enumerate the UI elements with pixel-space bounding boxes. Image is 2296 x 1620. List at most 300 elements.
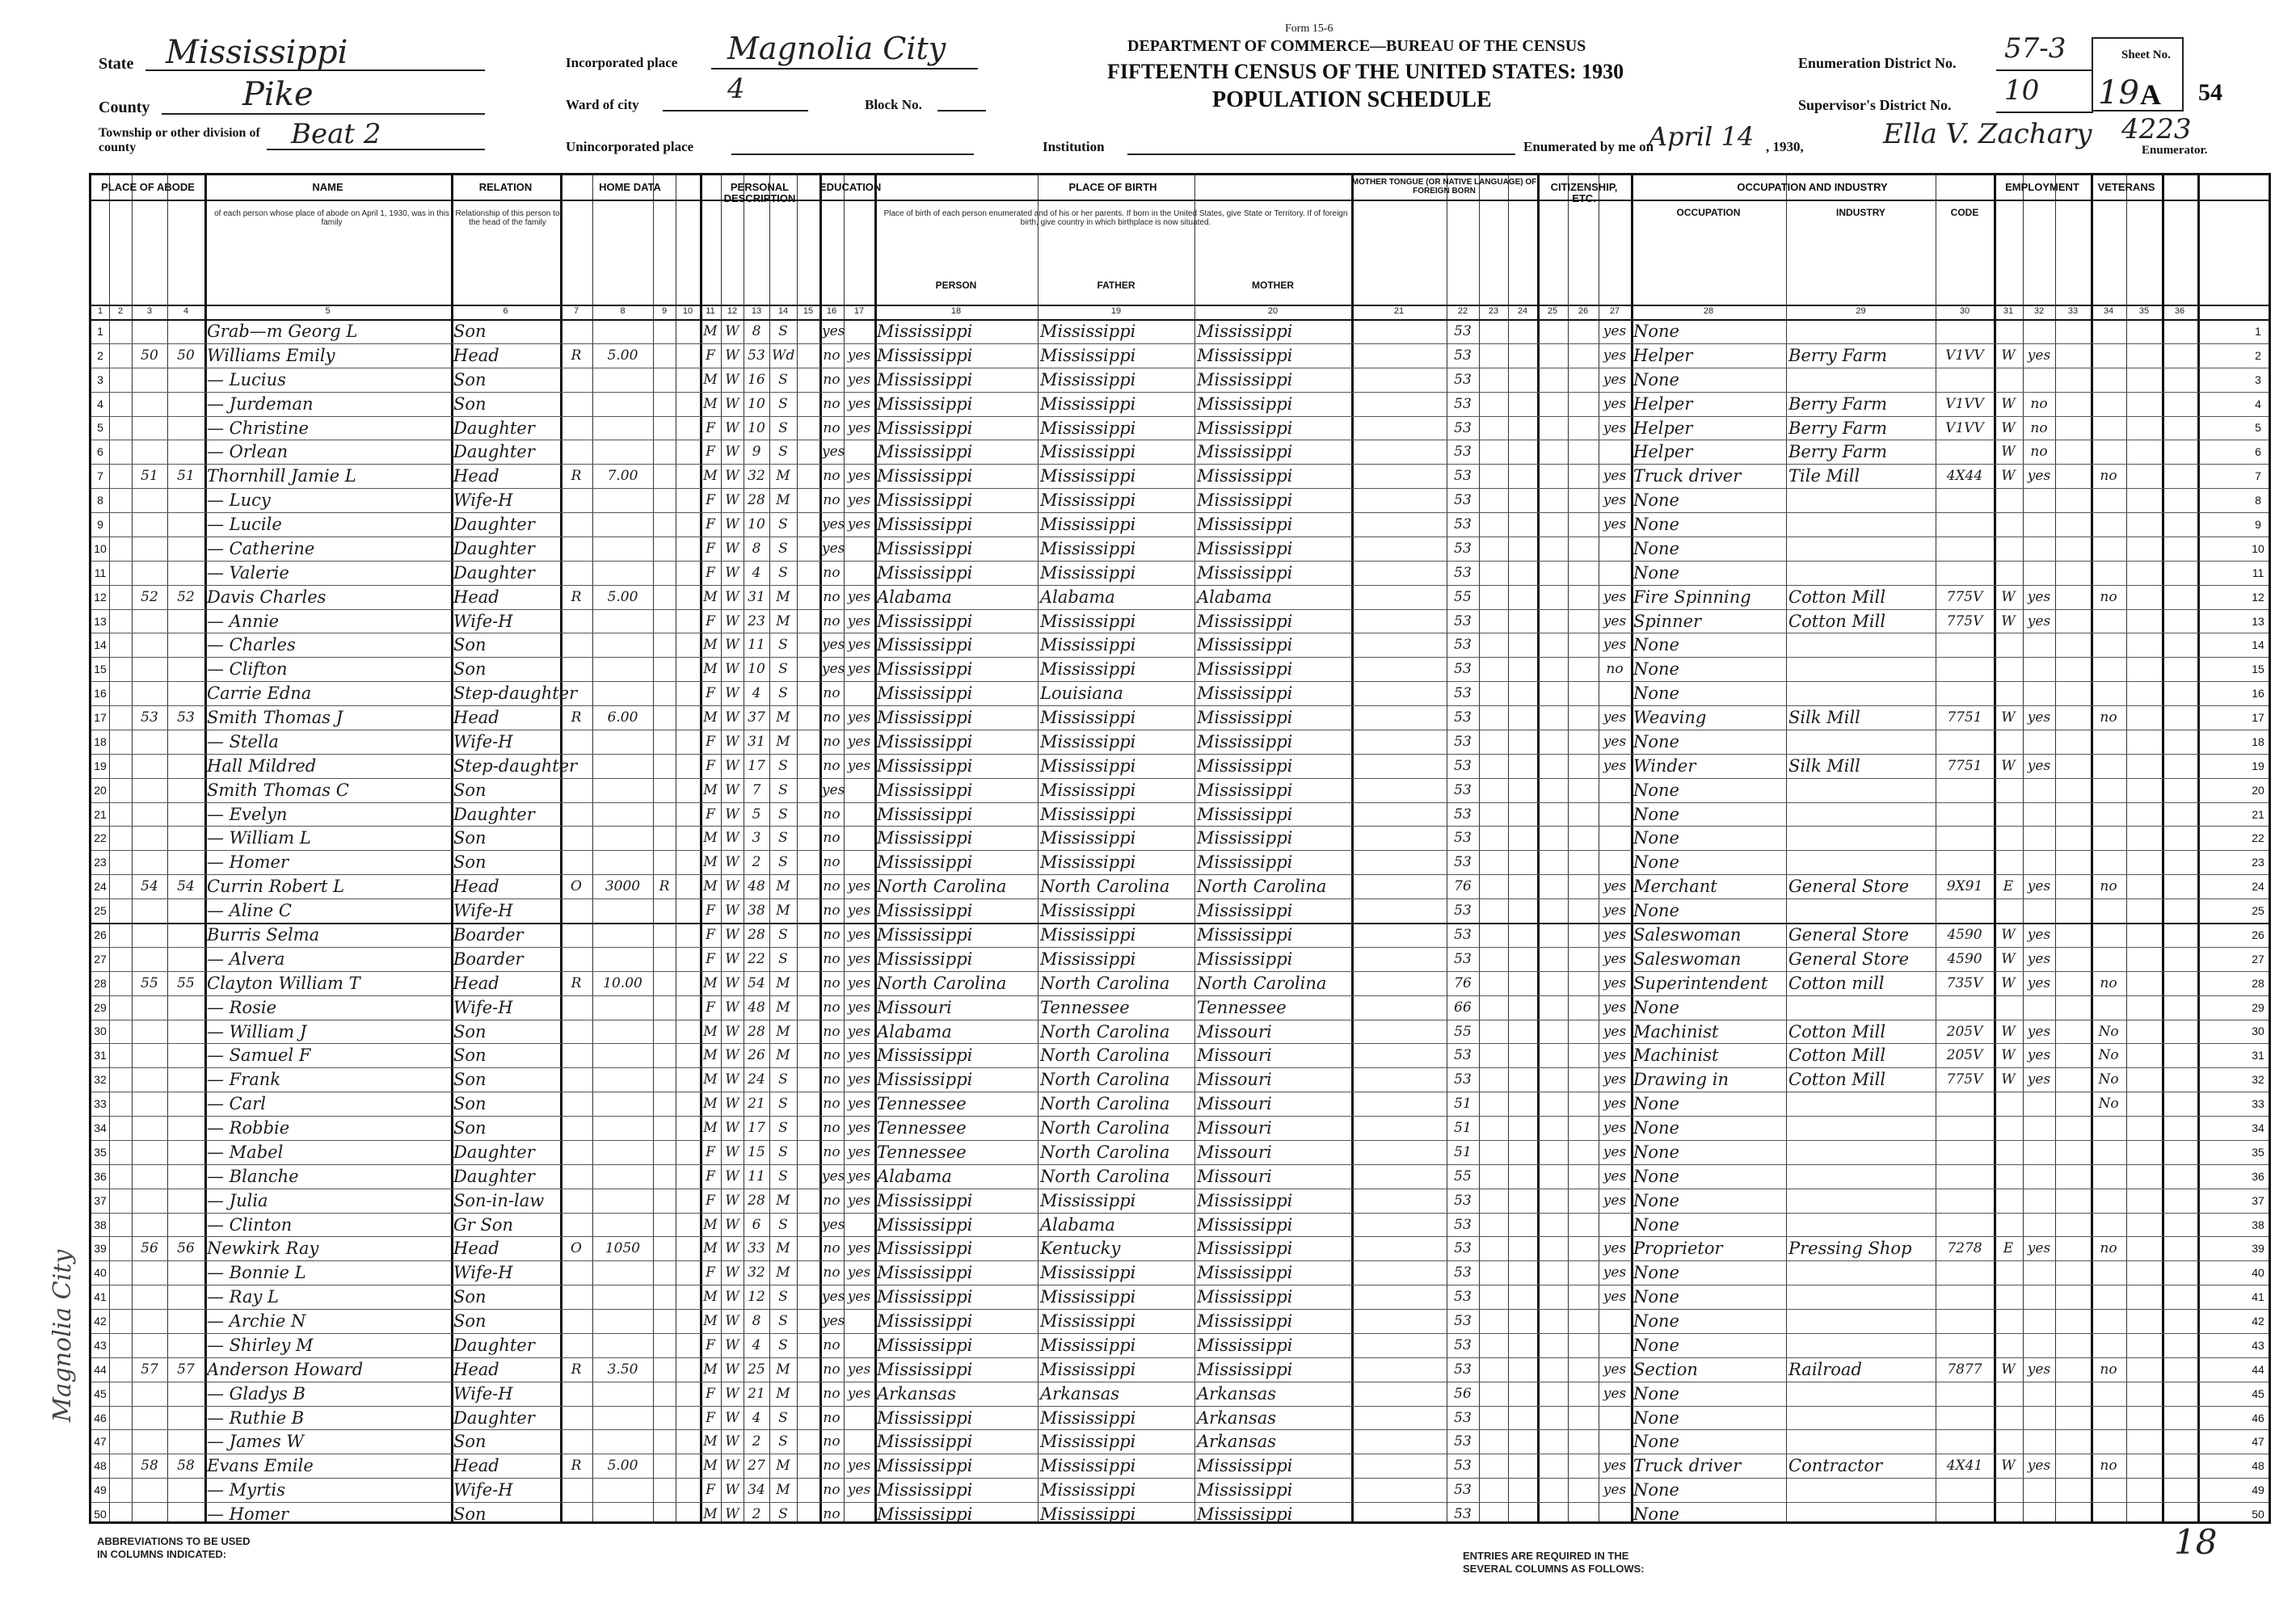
- cell-eng: yes: [1603, 1023, 1627, 1040]
- row-divider: [91, 1164, 2269, 1165]
- column-number: 2: [117, 306, 124, 316]
- row-divider: [91, 705, 2269, 706]
- line-number: 30: [94, 1025, 107, 1038]
- cell-sch: no: [823, 878, 840, 895]
- cell-val: 5.00: [607, 1458, 638, 1475]
- cell-race: W: [725, 444, 739, 461]
- cell-mar: S: [778, 1216, 788, 1233]
- enumerated-date: April 14: [1649, 121, 1755, 152]
- cell-mbp: Missouri: [1197, 1142, 1272, 1162]
- cell-rel: Head: [453, 1359, 499, 1379]
- column-number: 23: [1488, 306, 1499, 316]
- row-divider: [91, 1236, 2269, 1237]
- cell-eng: yes: [1603, 419, 1627, 436]
- cell-sex: M: [703, 1433, 718, 1450]
- cell-fam: 55: [177, 974, 195, 991]
- cell-race: W: [725, 1143, 739, 1160]
- cell-name: — Christine: [207, 418, 309, 438]
- line-number: 3: [2255, 372, 2261, 386]
- cell-age: 2: [752, 854, 761, 871]
- sub-header-mother: MOTHER: [1252, 280, 1294, 291]
- cell-vet: no: [2100, 878, 2117, 895]
- cell-eng: yes: [1603, 1192, 1627, 1209]
- line-number: 40: [2252, 1266, 2264, 1280]
- cell-eng: yes: [1603, 395, 1627, 412]
- cell-fbp: Mississippi: [1040, 731, 1136, 751]
- cell-cw: W: [2001, 1047, 2016, 1064]
- sheet-label: Sheet No.: [2121, 48, 2171, 61]
- cell-fbp: North Carolina: [1040, 1046, 1170, 1066]
- cell-mar: S: [778, 1120, 788, 1137]
- column-number: 4: [183, 306, 189, 316]
- cell-race: W: [725, 1120, 739, 1137]
- cell-fbp: Mississippi: [1040, 901, 1136, 921]
- cell-name: — Clinton: [207, 1214, 293, 1235]
- cell-rel: Daughter: [453, 418, 535, 438]
- cell-name: — Ruthie B: [207, 1408, 305, 1428]
- line-number: 45: [2252, 1386, 2264, 1400]
- cell-age: 28: [748, 927, 765, 943]
- cell-eng: yes: [1603, 1120, 1627, 1137]
- line-number: 10: [94, 541, 107, 555]
- cell-emp: yes: [2027, 878, 2051, 895]
- cell-occ: None: [1633, 731, 1679, 751]
- cell-bp: North Carolina: [877, 877, 1007, 897]
- cell-emp: no: [2030, 444, 2048, 461]
- cell-age: 54: [748, 974, 765, 991]
- cell-vet: no: [2100, 974, 2117, 991]
- sub-header-occupation: OCCUPATION: [1676, 207, 1741, 218]
- cell-mar: S: [778, 540, 788, 557]
- cell-sch: no: [823, 1458, 840, 1475]
- cell-fbp: Mississippi: [1040, 393, 1136, 414]
- line-number: 45: [94, 1386, 107, 1400]
- cell-race: W: [725, 1433, 739, 1450]
- cell-code: 53: [1454, 468, 1472, 485]
- column-number: 11: [706, 306, 715, 316]
- cell-ocode: 205V: [1946, 1023, 1983, 1040]
- cell-race: W: [725, 1361, 739, 1378]
- cell-race: W: [725, 347, 739, 364]
- cell-race: W: [725, 468, 739, 485]
- cell-race: W: [725, 1385, 739, 1402]
- sub-header-rel: Relationship of this person to the head of the family: [455, 209, 560, 227]
- line-number: 21: [94, 807, 107, 821]
- column-divider: [769, 175, 770, 1521]
- cell-race: W: [725, 637, 739, 654]
- line-number: 12: [94, 590, 107, 604]
- row-divider: [91, 1333, 2269, 1334]
- enumerator-name: Ella V. Zachary: [1883, 118, 2092, 150]
- cell-sex: F: [706, 685, 715, 702]
- column-divider: [109, 175, 110, 1521]
- cell-name: — Aline C: [207, 901, 292, 921]
- cell-code: 53: [1454, 516, 1472, 533]
- cell-code: 53: [1454, 1192, 1472, 1209]
- cell-fbp: North Carolina: [1040, 1166, 1170, 1186]
- row-divider: [91, 1067, 2269, 1068]
- cell-sex: M: [703, 395, 718, 412]
- cell-mbp: Mississippi: [1197, 1190, 1293, 1210]
- cell-sex: F: [706, 950, 715, 967]
- cell-vet: no: [2100, 709, 2117, 726]
- cell-mbp: Tennessee: [1197, 997, 1287, 1017]
- cell-fbp: North Carolina: [1040, 1021, 1170, 1041]
- cell-name: — Lucy: [207, 490, 271, 511]
- row-divider: [91, 609, 2269, 610]
- cell-bp: Missouri: [877, 997, 952, 1017]
- cell-sex: M: [703, 1313, 718, 1330]
- cell-sex: M: [703, 1458, 718, 1475]
- cell-fbp: Mississippi: [1040, 925, 1136, 945]
- line-number: 14: [94, 638, 107, 652]
- column-divider: [2197, 175, 2200, 1521]
- cell-race: W: [725, 1313, 739, 1330]
- cell-fam: 52: [177, 588, 195, 605]
- line-number: 37: [2252, 1193, 2264, 1207]
- cell-cw: W: [2001, 612, 2016, 629]
- cell-ocode: 7278: [1947, 1240, 1982, 1257]
- incorporated-label: Incorporated place: [566, 55, 678, 70]
- line-number: 1: [97, 324, 103, 338]
- cell-race: W: [725, 1192, 739, 1209]
- cell-bp: Mississippi: [877, 755, 973, 776]
- cell-ocode: V1VV: [1945, 395, 1984, 412]
- cell-name: — Mabel: [207, 1142, 284, 1162]
- column-number: 33: [2067, 306, 2079, 316]
- cell-mbp: Mississippi: [1197, 1239, 1293, 1259]
- cell-race: W: [725, 564, 739, 581]
- cell-bp: Mississippi: [877, 852, 973, 873]
- cell-rw: yes: [847, 612, 871, 629]
- cell-fam: 53: [177, 709, 195, 726]
- column-number: 17: [853, 306, 865, 316]
- cell-fam: 58: [177, 1458, 195, 1475]
- cell-sch: no: [823, 854, 840, 871]
- row-divider: [91, 1309, 2269, 1310]
- cell-code: 53: [1454, 1289, 1472, 1306]
- cell-rw: yes: [847, 757, 871, 774]
- cell-bp: Mississippi: [877, 418, 973, 438]
- cell-race: W: [725, 685, 739, 702]
- cell-name: Evans Emile: [207, 1456, 314, 1476]
- cell-own: R: [571, 1361, 582, 1378]
- cell-name: Thornhill Jamie L: [207, 466, 356, 486]
- cell-age: 10: [748, 516, 765, 533]
- column-group-header: OCCUPATION AND INDUSTRY: [1737, 181, 1888, 193]
- cell-ind: Berry Farm: [1788, 393, 1888, 414]
- cell-bp: Mississippi: [877, 659, 973, 680]
- sub-header-industry: INDUSTRY: [1836, 207, 1885, 218]
- cell-age: 8: [752, 323, 761, 339]
- department-title: DEPARTMENT OF COMMERCE—BUREAU OF THE CENSUS: [1127, 37, 1586, 55]
- cell-mbp: Mississippi: [1197, 1335, 1293, 1355]
- cell-name: — William L: [207, 828, 311, 848]
- column-divider: [560, 175, 562, 1521]
- cell-race: W: [725, 516, 739, 533]
- cell-sex: F: [706, 1143, 715, 1160]
- cell-code: 53: [1454, 1264, 1472, 1281]
- cell-cw: W: [2001, 468, 2016, 485]
- line-number: 7: [97, 469, 103, 483]
- cell-occ: None: [1633, 852, 1679, 873]
- row-divider: [91, 1213, 2269, 1214]
- line-number: 35: [94, 1145, 107, 1159]
- cell-eng: yes: [1603, 999, 1627, 1016]
- cell-occ: None: [1633, 1311, 1679, 1332]
- line-number: 38: [94, 1218, 107, 1231]
- cell-ind: Cotton Mill: [1788, 611, 1886, 631]
- row-divider: [91, 657, 2269, 658]
- cell-mbp: Mississippi: [1197, 852, 1293, 873]
- cell-rw: yes: [847, 999, 871, 1016]
- cell-occ: None: [1633, 997, 1679, 1017]
- line-number: 34: [2252, 1121, 2264, 1134]
- ward-label: Ward of city: [566, 97, 639, 112]
- cell-rel: Son: [453, 852, 487, 873]
- cell-sex: F: [706, 1409, 715, 1426]
- cell-fbp: Alabama: [1040, 1214, 1115, 1235]
- column-number: 29: [1856, 306, 1866, 316]
- row-divider: [91, 1043, 2269, 1044]
- cell-age: 15: [748, 1143, 765, 1160]
- cell-rel: Son: [453, 635, 487, 655]
- cell-mbp: Mississippi: [1197, 635, 1293, 655]
- cell-code: 53: [1454, 781, 1472, 798]
- column-number: 14: [777, 306, 789, 316]
- cell-occ: None: [1633, 515, 1679, 535]
- cell-age: 21: [748, 1385, 765, 1402]
- cell-sch: no: [823, 1047, 840, 1064]
- cell-eng: yes: [1603, 516, 1627, 533]
- cell-vet: No: [2098, 1023, 2119, 1040]
- cell-sex: F: [706, 444, 715, 461]
- line-number: 27: [2252, 952, 2264, 966]
- schedule-title: POPULATION SCHEDULE: [1212, 87, 1492, 112]
- column-divider: [1568, 175, 1569, 1521]
- cell-rel: Daughter: [453, 562, 535, 583]
- cell-rw: yes: [847, 1240, 871, 1257]
- cell-rw: yes: [847, 1192, 871, 1209]
- cell-sex: M: [703, 1023, 718, 1040]
- line-number: 26: [94, 928, 107, 941]
- cell-fbp: Mississippi: [1040, 1456, 1136, 1476]
- line-number: 9: [2255, 517, 2261, 531]
- cell-fbp: Mississippi: [1040, 490, 1136, 511]
- cell-rel: Head: [453, 877, 499, 897]
- cell-age: 6: [752, 1216, 761, 1233]
- cell-bp: Tennessee: [877, 1094, 967, 1114]
- cell-mbp: Mississippi: [1197, 538, 1293, 558]
- cell-age: 31: [748, 588, 765, 605]
- cell-fbp: Mississippi: [1040, 369, 1136, 389]
- cell-bp: Alabama: [877, 1166, 952, 1186]
- sub-header-father: FATHER: [1097, 280, 1135, 291]
- cell-mbp: Mississippi: [1197, 369, 1293, 389]
- cell-mar: S: [778, 927, 788, 943]
- line-number: 50: [2252, 1508, 2264, 1521]
- cell-fbp: Mississippi: [1040, 1335, 1136, 1355]
- cell-fbp: Mississippi: [1040, 1359, 1136, 1379]
- row-divider: [91, 898, 2269, 899]
- column-divider: [797, 175, 798, 1521]
- cell-eng: no: [1606, 661, 1624, 678]
- cell-occ: Helper: [1633, 442, 1693, 462]
- cell-code: 53: [1454, 419, 1472, 436]
- cell-ocode: 205V: [1946, 1047, 1983, 1064]
- column-number: 27: [1609, 306, 1620, 316]
- cell-code: 53: [1454, 1458, 1472, 1475]
- cell-code: 53: [1454, 854, 1472, 871]
- cell-rw: yes: [847, 347, 871, 364]
- line-number: 48: [94, 1459, 107, 1473]
- cell-rw: yes: [847, 974, 871, 991]
- line-number: 31: [2252, 1049, 2264, 1062]
- cell-age: 53: [748, 347, 765, 364]
- cell-mbp: Mississippi: [1197, 442, 1293, 462]
- cell-fbp: North Carolina: [1040, 877, 1170, 897]
- cell-mar: M: [776, 1047, 790, 1064]
- cell-age: 12: [748, 1289, 765, 1306]
- cell-rel: Son: [453, 659, 487, 680]
- cell-sch: no: [823, 612, 840, 629]
- column-divider: [1194, 175, 1195, 1521]
- cell-occ: None: [1633, 780, 1679, 800]
- cell-race: W: [725, 1096, 739, 1113]
- line-number: 23: [2252, 856, 2264, 869]
- cell-mbp: Mississippi: [1197, 1311, 1293, 1332]
- cell-rel: Head: [453, 587, 499, 607]
- cell-code: 55: [1454, 1023, 1472, 1040]
- cell-fbp: Mississippi: [1040, 780, 1136, 800]
- cell-name: — Gladys B: [207, 1383, 305, 1403]
- cell-code: 55: [1454, 1168, 1472, 1184]
- cell-emp: yes: [2027, 347, 2051, 364]
- cell-bp: Mississippi: [877, 780, 973, 800]
- cell-age: 32: [748, 468, 765, 485]
- cell-sch: no: [823, 999, 840, 1016]
- line-number: 46: [94, 1411, 107, 1424]
- cell-mbp: Arkansas: [1197, 1383, 1277, 1403]
- cell-mar: M: [776, 1240, 790, 1257]
- cell-age: 11: [748, 1168, 765, 1184]
- cell-code: 55: [1454, 588, 1472, 605]
- cell-mbp: Mississippi: [1197, 322, 1293, 341]
- cell-rw: yes: [847, 588, 871, 605]
- cell-mbp: North Carolina: [1197, 877, 1327, 897]
- cell-occ: None: [1633, 635, 1679, 655]
- cell-rel: Daughter: [453, 1142, 535, 1162]
- cell-ocode: 7877: [1947, 1361, 1982, 1378]
- cell-mar: S: [778, 1143, 788, 1160]
- cell-code: 53: [1454, 950, 1472, 967]
- cell-occ: None: [1633, 901, 1679, 921]
- cell-fbp: Mississippi: [1040, 322, 1136, 341]
- cell-name: Anderson Howard: [207, 1359, 364, 1379]
- line-number: 31: [94, 1049, 107, 1062]
- line-number: 33: [94, 1097, 107, 1111]
- line-number: 41: [94, 1290, 107, 1304]
- cell-occ: None: [1633, 1118, 1679, 1138]
- county-line: [162, 86, 485, 115]
- cell-rel: Wife-H: [453, 997, 513, 1017]
- line-number: 47: [94, 1435, 107, 1449]
- cell-emp: yes: [2027, 950, 2051, 967]
- cell-occ: Drawing in: [1633, 1070, 1729, 1090]
- header-divider: [91, 200, 2269, 201]
- cell-sch: no: [823, 1096, 840, 1113]
- supervisor-value: 10: [2004, 74, 2040, 107]
- cell-code: 51: [1454, 1096, 1472, 1113]
- cell-race: W: [725, 806, 739, 823]
- cell-occ: None: [1633, 1408, 1679, 1428]
- cell-rel: Daughter: [453, 442, 535, 462]
- cell-age: 28: [748, 1192, 765, 1209]
- cell-rw: yes: [847, 950, 871, 967]
- cell-eng: yes: [1603, 1071, 1627, 1088]
- column-number: 25: [1547, 306, 1558, 316]
- cell-ind: Berry Farm: [1788, 442, 1888, 462]
- cell-occ: Weaving: [1633, 708, 1707, 728]
- cell-sex: M: [703, 781, 718, 798]
- row-divider: [91, 392, 2269, 393]
- cell-fbp: Mississippi: [1040, 1190, 1136, 1210]
- cell-mar: M: [776, 878, 790, 895]
- cell-own: O: [571, 1240, 582, 1257]
- cell-mar: M: [776, 903, 790, 919]
- line-number: 21: [2252, 807, 2264, 821]
- cell-name: Smith Thomas J: [207, 708, 343, 728]
- cell-mbp: Mississippi: [1197, 1456, 1293, 1476]
- cell-code: 53: [1454, 927, 1472, 943]
- cell-bp: Mississippi: [877, 804, 973, 824]
- cell-name: Newkirk Ray: [207, 1239, 319, 1259]
- cell-vet: No: [2098, 1047, 2119, 1064]
- side-note: Magnolia City: [48, 1249, 77, 1422]
- cell-name: — Bonnie L: [207, 1263, 306, 1283]
- cell-name: — Clifton: [207, 659, 288, 680]
- cell-bp: Mississippi: [877, 562, 973, 583]
- line-number: 13: [94, 614, 107, 628]
- cell-vet: no: [2100, 1361, 2117, 1378]
- cell-bp: Mississippi: [877, 635, 973, 655]
- cell-race: W: [725, 1336, 739, 1353]
- cell-sex: F: [706, 347, 715, 364]
- cell-dw: 58: [141, 1458, 158, 1475]
- line-number: 28: [94, 976, 107, 990]
- cell-fam: 56: [177, 1240, 195, 1257]
- cell-mbp: Missouri: [1197, 1118, 1272, 1138]
- enum-district-value: 57-3: [2004, 32, 2066, 65]
- cell-bp: Mississippi: [877, 611, 973, 631]
- cell-occ: None: [1633, 659, 1679, 680]
- cell-sex: F: [706, 806, 715, 823]
- cell-bp: Tennessee: [877, 1118, 967, 1138]
- cell-fbp: Mississippi: [1040, 345, 1136, 365]
- cell-race: W: [725, 540, 739, 557]
- cell-mar: M: [776, 1458, 790, 1475]
- line-number: 24: [2252, 880, 2264, 894]
- cell-sch: no: [823, 950, 840, 967]
- cell-race: W: [725, 371, 739, 388]
- line-number: 11: [94, 566, 107, 579]
- state-label: State: [99, 55, 134, 73]
- cell-rel: Step-daughter: [453, 755, 578, 776]
- column-divider: [2023, 175, 2024, 1521]
- cell-mbp: Mississippi: [1197, 1504, 1293, 1525]
- cell-name: — Alvera: [207, 949, 285, 969]
- cell-rel: Daughter: [453, 1408, 535, 1428]
